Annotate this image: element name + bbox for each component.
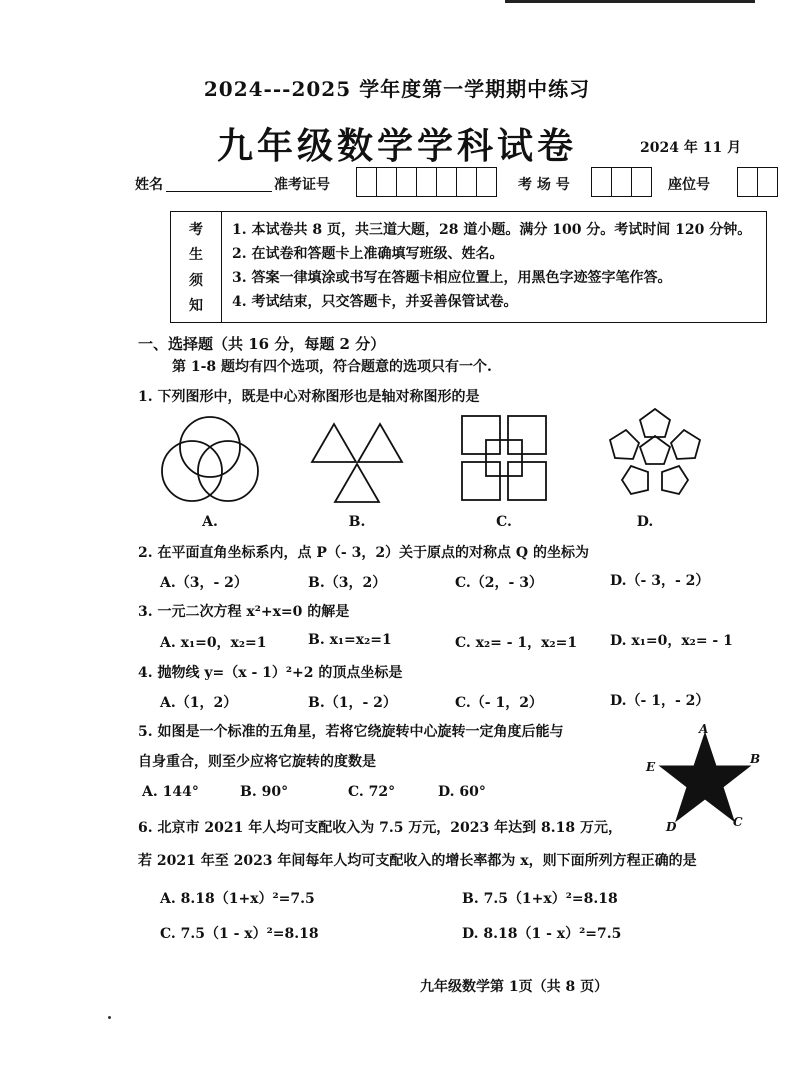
name-label: 姓名 [135, 177, 163, 193]
q4-option-d: D.（- 1，- 2） [610, 693, 710, 709]
q2-option-a: A.（3，- 2） [160, 575, 248, 591]
q3-option-d: D. x₁=0，x₂= - 1 [610, 633, 733, 649]
q5-option-d: D. 60° [438, 784, 486, 800]
notice-label-char: 须 [189, 272, 203, 289]
room-label: 考 场 号 [518, 177, 570, 193]
section-heading: 一、选择题（共 16 分，每题 2 分） [138, 335, 386, 353]
notice-item: 4. 考试结束，只交答题卡，并妥善保管试卷。 [232, 294, 518, 310]
notice-item: 3. 答案一律填涂或书写在答题卡相应位置上，用黑色字迹签字笔作答。 [232, 270, 672, 286]
q1-figure-a-three-circles [160, 415, 260, 505]
q1-figure-d-pentagons [605, 406, 705, 498]
q6-option-d: D. 8.18（1 - x）²=7.5 [462, 926, 622, 942]
q2-option-c: C.（2，- 3） [455, 575, 543, 591]
q5-option-a: A. 144° [142, 784, 199, 800]
star-label-e: E [646, 760, 656, 774]
question-4-stem: 4. 抛物线 y=（x - 1）²+2 的顶点坐标是 [138, 665, 403, 681]
scan-speck [108, 1016, 111, 1019]
star-label-b: B [750, 752, 761, 766]
exam-date: 2024 年 11 月 [640, 140, 742, 156]
q1-figure-b-three-triangles [308, 418, 408, 506]
room-boxes[interactable] [591, 167, 652, 197]
star-label-a: A [699, 722, 709, 736]
q6-option-c: C. 7.5（1 - x）²=8.18 [160, 926, 319, 942]
q4-option-c: C.（- 1，2） [455, 695, 543, 711]
q6-option-a: A. 8.18（1+x）²=7.5 [160, 891, 315, 907]
star-label-c: C [733, 815, 743, 829]
notice-label-char: 生 [189, 247, 203, 264]
q3-option-b: B. x₁=x₂=1 [308, 632, 392, 648]
seat-label: 座位号 [668, 177, 710, 193]
q1-label-c: C. [496, 514, 512, 530]
name-field[interactable] [166, 191, 272, 192]
q2-option-b: B.（3，2） [308, 575, 387, 591]
q1-label-d: D. [636, 514, 654, 530]
id-label: 准考证号 [274, 177, 330, 193]
q1-figure-c-four-squares [460, 414, 550, 504]
q1-label-a: A. [202, 514, 218, 530]
star-label-d: D [666, 820, 677, 834]
scan-edge-line [505, 0, 755, 3]
notice-item: 2. 在试卷和答题卡上准确填写班级、姓名。 [232, 246, 504, 262]
q4-option-b: B.（1，- 2） [308, 695, 397, 711]
q5-option-b: B. 90° [240, 784, 289, 800]
question-5-stem-line2: 自身重合，则至少应将它旋转的度数是 [138, 754, 376, 770]
question-6-stem-line2: 若 2021 年至 2023 年间每年人均可支配收入的增长率都为 x，则下面所列方程正确的是 [138, 853, 697, 869]
q1-label-b: B. [348, 514, 366, 530]
q6-option-b: B. 7.5（1+x）²=8.18 [462, 891, 618, 907]
notice-label-char: 知 [189, 298, 203, 315]
candidate-notice-box [170, 211, 767, 323]
q4-option-a: A.（1，2） [160, 695, 238, 711]
id-boxes[interactable] [356, 167, 497, 197]
exam-subtitle: 2024---2025 学年度第一学期期中练习 [203, 77, 591, 101]
question-2-stem: 2. 在平面直角坐标系内，点 P（- 3，2）关于原点的对称点 Q 的坐标为 [138, 545, 589, 561]
notice-items [222, 212, 766, 322]
q3-option-a: A. x₁=0，x₂=1 [160, 635, 267, 651]
q2-option-d: D.（- 3，- 2） [610, 573, 710, 589]
notice-label-char: 考 [189, 221, 203, 238]
question-3-stem: 3. 一元二次方程 x²+x=0 的解是 [138, 604, 350, 620]
question-1-stem: 1. 下列图形中，既是中心对称图形也是轴对称图形的是 [138, 389, 480, 405]
q3-option-c: C. x₂= - 1，x₂=1 [455, 635, 578, 651]
exam-title: 九年级数学学科试卷 [216, 125, 577, 167]
notice-label [171, 212, 222, 322]
five-pointed-star-figure [655, 733, 755, 828]
notice-item: 1. 本试卷共 8 页，共三道大题，28 道小题。满分 100 分。考试时间 120 分钟。 [232, 222, 752, 238]
q5-option-c: C. 72° [348, 784, 396, 800]
seat-boxes[interactable] [737, 167, 778, 197]
page-footer: 九年级数学第 1页（共 8 页） [420, 979, 609, 995]
section-instruction: 第 1-8 题均有四个选项，符合题意的选项只有一个. [172, 359, 492, 375]
question-5-stem-line1: 5. 如图是一个标准的五角星，若将它绕旋转中心旋转一定角度后能与 [138, 724, 564, 740]
question-6-stem-line1: 6. 北京市 2021 年人均可支配收入为 7.5 万元，2023 年达到 8.18 万元， [138, 820, 622, 836]
